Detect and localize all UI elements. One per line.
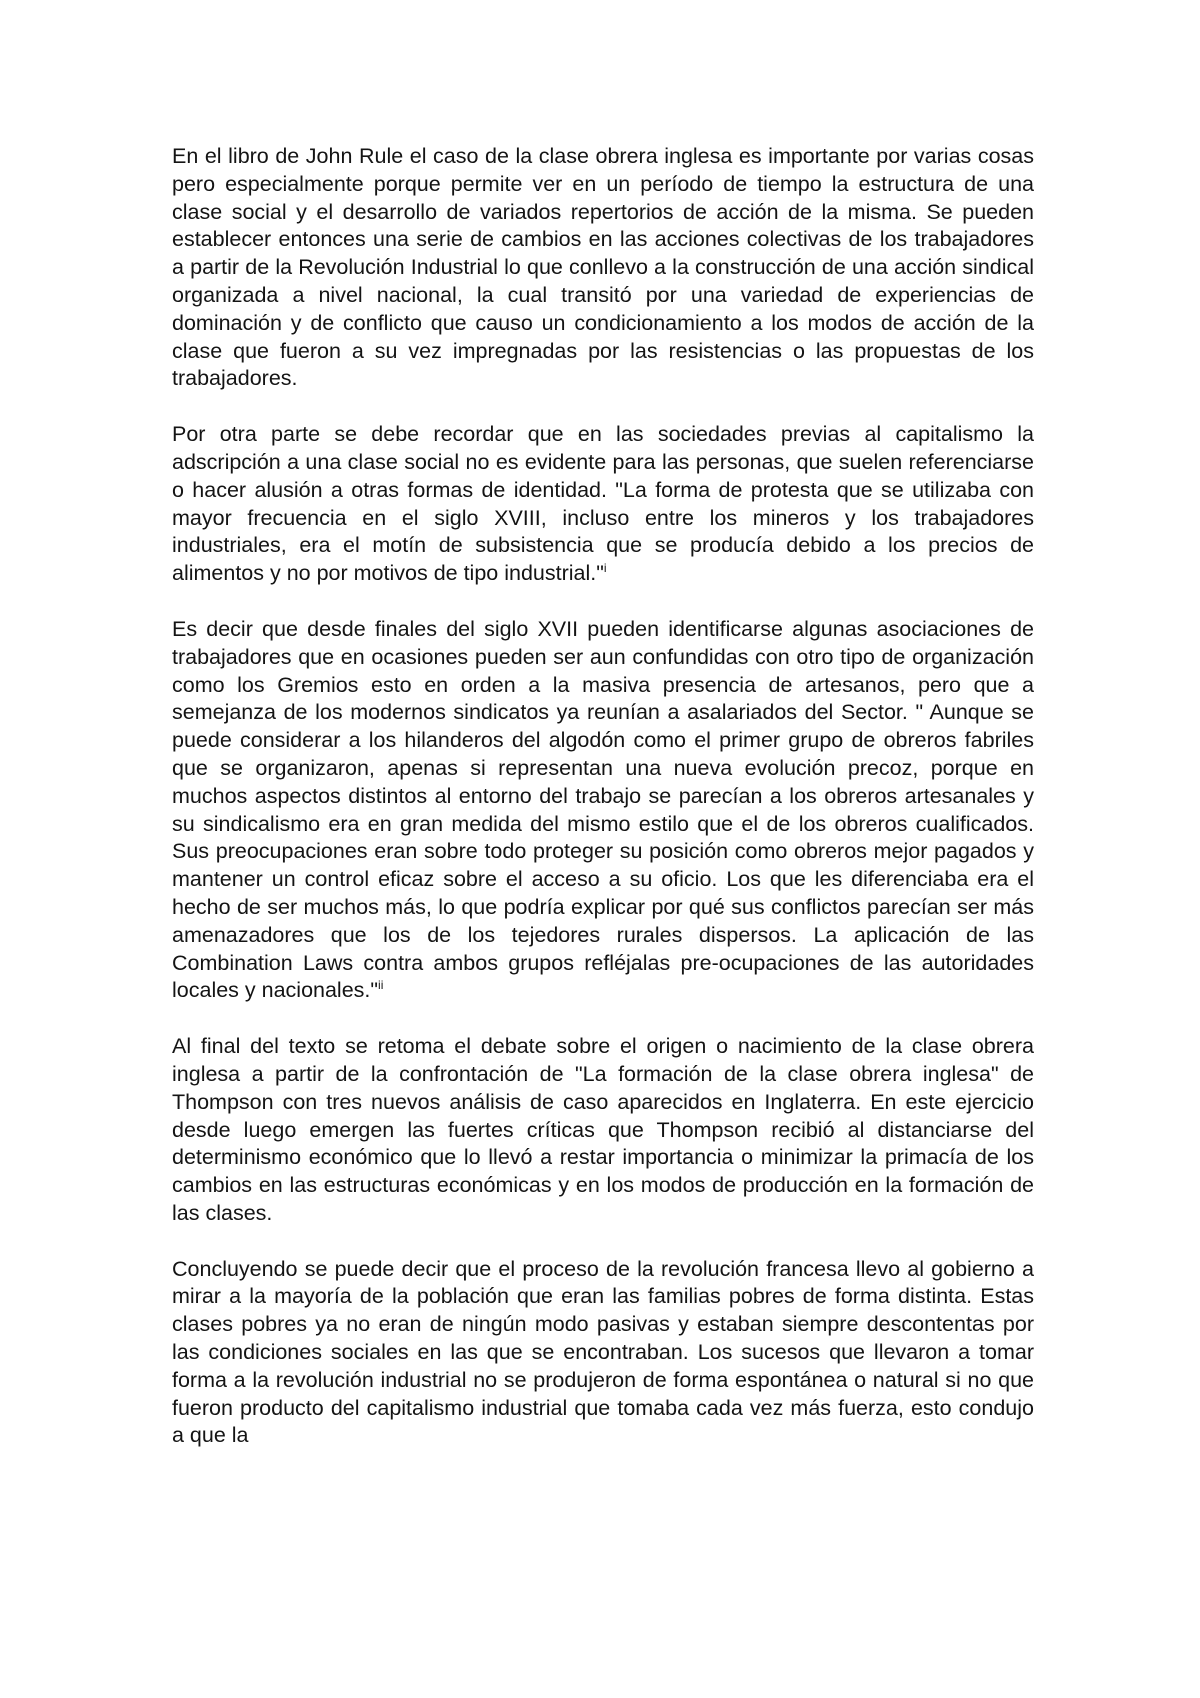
paragraph-3-text: Es decir que desde finales del siglo XVII pueden identificarse algunas asociaciones de trabajadores que en ocasiones pueden ser aun confundidas con otro tipo de organización como los Gremios esto en orden a la masiva presencia de artesanos, pero que a semejanza de los modernos sindicatos ya reunían a asalariados del Sector. " Aunque se puede considerar a los hilanderos del algodón como el primer grupo de obreros fabriles que se organizaron, apenas si representan una nueva evolución precoz, porque en muchos aspectos distintos al entorno del trabajo se parecían a los obreros artesanales y su sindicalismo era en gran medida del mismo estilo que el de los obreros cualificados. Sus preocupaciones eran sobre todo proteger su posición como obreros mejor pagados y mantener un control eficaz sobre el acceso a su oficio. Los que les diferenciaba era el hecho de ser muchos más, lo que podría explicar por qué sus conflictos parecían ser más amenazadores que los de los tejedores rurales dispersos. La aplicación de las Combination Laws contra ambos grupos refléjalas pre-ocupaciones de las autoridades locales y nacionales."	[172, 616, 1034, 1003]
paragraph-1	[172, 143, 1034, 393]
endnote-reference[interactable]: i	[603, 561, 607, 575]
paragraph-5-text: Concluyendo se puede decir que el proceso de la revolución francesa llevo al gobierno a mirar a la mayoría de la población que eran las familias pobres de forma distinta. Estas clases pobres ya no eran de ningún modo pasivas y estaban siempre descontentas por las condiciones sociales en las que se encontraban. Los sucesos que llevaron a tomar forma a la revolución industrial no se produjeron de forma espontánea o natural si no que fueron producto del capitalismo industrial que tomaba cada vez más fuerza, esto condujo a que la	[172, 1256, 1034, 1448]
paragraph-4	[172, 1033, 1034, 1228]
paragraph-4-text: Al final del texto se retoma el debate sobre el origen o nacimiento de la clase obrera inglesa a partir de la confrontación de "La formación de la clase obrera inglesa" de Thompson con tres nuevos análisis de caso aparecidos en Inglaterra. En este ejercicio desde luego emergen las fuertes críticas que Thompson recibió al distanciarse del determinismo económico que lo llevó a restar importancia o minimizar la primacía de los cambios en las estructuras económicas y en los modos de producción en la formación de las clases.	[172, 1034, 1034, 1225]
document-body	[172, 143, 1034, 1450]
paragraph-1-text: En el libro de John Rule el caso de la clase obrera inglesa es importante por varias cosas pero especialmente porque permite ver en un período de tiempo la estructura de una clase social y el desarrollo de variados repertorios de acción de la misma. Se pueden establecer entonces una serie de cambios en las acciones colectivas de los trabajadores a partir de la Revolución Industrial lo que conllevo a la construcción de una acción sindical organizada a nivel nacional, la cual transitó por una variedad de experiencias de dominación y de conflicto que causo un condicionamiento a los modos de acción de la clase que fueron a su vez impregnadas por las resistencias o las propuestas de los trabajadores.	[172, 144, 1034, 391]
endnote-reference[interactable]: ii	[378, 978, 384, 993]
paragraph-5	[172, 1256, 1034, 1451]
paragraph-2-text: Por otra parte se debe recordar que en las sociedades previas al capitalismo la adscripción a una clase social no es evidente para las personas, que suelen referenciarse o hacer alusión a otras formas de identidad. "La forma de protesta que se utilizaba con mayor frecuencia en el siglo XVIII, incluso entre los mineros y los trabajadores industriales, era el motín de subsistencia que se producía debido a los precios de alimentos y no por motivos de tipo industrial."	[172, 422, 1034, 586]
paragraph-3	[172, 616, 1034, 1005]
paragraph-2	[172, 421, 1034, 588]
